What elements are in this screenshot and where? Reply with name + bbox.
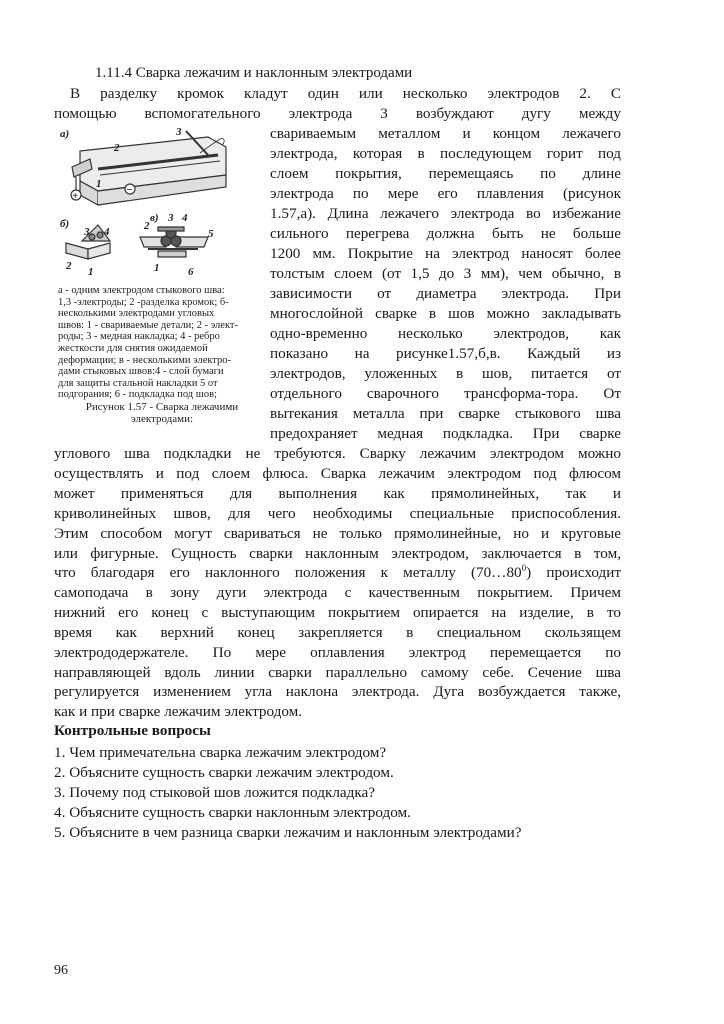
- body-line: Этим способом могут свариваться не только прямолинейные, но и круговые: [54, 525, 621, 542]
- body-line: 1.57,а). Длина лежачего электрода во избежание: [270, 205, 621, 222]
- body-line: вытекания металла при сварке стыкового шва: [270, 405, 621, 422]
- question-item: 4. Объясните сущность сварки наклонным электродом.: [54, 804, 411, 821]
- body-line: В разделку кромок кладут один или несколько электродов 2. С: [70, 85, 621, 102]
- body-line: электродов, уложенных в шов, питается от: [270, 365, 621, 382]
- body-line: сильного перегрева должна быть не больше: [270, 225, 621, 242]
- figure-label-v2: 2: [144, 220, 150, 232]
- body-line-part: что благодаря его наклонного положения к металлу (70…80: [54, 564, 522, 581]
- figure-label-1: 1: [96, 178, 102, 190]
- body-line: электрода по мере его плавления (рисунок: [270, 185, 621, 202]
- body-line: осуществлять и под слоем флюса. Сварка лежачим электродом под флюсом: [54, 465, 621, 482]
- body-line: самоподача в зону дуги электрода с качественным покрытием. Причем: [54, 584, 621, 601]
- caption-line: дами стыковых швов:4 - слой бумаги: [58, 366, 224, 378]
- caption-line: подгорания; 6 - подкладка под шов;: [58, 389, 217, 401]
- figure-label-b: б): [60, 218, 70, 230]
- body-line: 1200 мм. Покрытие на электрод наносят более: [270, 245, 621, 262]
- figure-label-v3: 3: [168, 212, 174, 224]
- body-line: электрододержателе. По мере оплавления электрод перемещается по: [54, 644, 621, 661]
- caption-line: роды; 3 - медная накладка; 4 - ребро: [58, 331, 220, 343]
- body-line-part: ) происходит: [526, 564, 621, 581]
- body-line: регулируется изменением угла наклона электрода. Дуга возбуждается также,: [54, 683, 621, 700]
- question-item: 3. Почему под стыковой шов ложится подкладка?: [54, 784, 375, 801]
- figure-label-minus: −: [126, 184, 133, 196]
- figure-title: Рисунок 1.57 - Сварка лежачими: [85, 400, 239, 413]
- body-line: время как верхний конец закрепляется в специальном скользящем: [54, 624, 621, 641]
- body-line: помощью вспомогательного электрода 3 возбуждают дугу между: [54, 105, 621, 122]
- caption-line: деформации; в - несколькими электро-: [58, 354, 232, 366]
- body-line: одно-временно несколько электродов, как: [270, 325, 621, 342]
- body-line: свариваемым металлом и концом лежачего: [270, 125, 621, 142]
- body-line: многослойной сварке в шов можно закладывать: [270, 305, 621, 322]
- figure-label-a: а): [60, 128, 70, 140]
- body-line: толстым слоем (от 1,5 до 3 мм), чем обычно, в: [270, 265, 621, 282]
- figure-label-v6: 6: [188, 266, 194, 278]
- caption-line: швов: 1 - свариваемые детали; 2 - элект-: [58, 319, 238, 331]
- figure-label-3: 3: [176, 126, 182, 138]
- body-line: слоем покрытия, перемещаясь по длине: [270, 165, 621, 182]
- caption-line: а - одним электродом стыкового шва:: [58, 285, 225, 296]
- figure-label-b2: 2: [66, 260, 72, 272]
- question-item: 1. Чем примечательна сварка лежачим электродом?: [54, 744, 387, 761]
- body-line: зависимости от диаметра электрода. При: [270, 285, 621, 302]
- body-line: может применяться для выполнения как прямолинейных, так и: [54, 485, 621, 502]
- caption-line: жесткости для снятия ожидаемой: [58, 342, 208, 354]
- figure-label-v4: 4: [182, 212, 188, 224]
- figure-label-b1: 1: [88, 266, 94, 278]
- figure-label-v5: 5: [208, 228, 214, 240]
- body-line: как и при сварке лежачим электродом.: [54, 703, 303, 720]
- caption-line: 1,3 -электроды; 2 -разделка кромок; б-: [58, 296, 229, 308]
- figure-caption: [58, 285, 266, 425]
- body-line: электрода, которая в последующем горит под: [270, 145, 621, 162]
- figure-label-b3: 3: [84, 226, 90, 238]
- figure-label-v1: 1: [154, 262, 160, 274]
- caption-line: несколькими электродами угловых: [58, 308, 215, 320]
- body-line: нижний его конец с выступающим покрытием опирается на изделие, в то: [54, 604, 621, 621]
- body-line: направляющей вдоль линии сварки параллельно самому себе. Сечение шва: [54, 664, 621, 681]
- body-line: криволинейных швов, для чего необходимы специальные приспособления.: [54, 505, 621, 522]
- section-heading: 1.11.4 Сварка лежачим и наклонным электродами: [95, 65, 413, 81]
- body-line: показано на рисунке1.57,б,в. Каждый из: [270, 345, 621, 362]
- figure-welding-diagram: [58, 125, 264, 285]
- body-line: предохраняет медная подкладка. При сварке: [270, 425, 621, 442]
- figure-label-b4: 4: [104, 226, 110, 238]
- figure-subtitle: электродами:: [130, 412, 194, 425]
- figure-label-2: 2: [114, 142, 120, 154]
- degree-superscript: 0: [521, 563, 527, 573]
- figure-label-plus: +: [72, 190, 79, 202]
- body-line: или фигурные. Сущность сварки наклонным электродом, заключается в том,: [54, 545, 621, 562]
- caption-line: для защиты стальной накладки 5 от: [58, 377, 218, 389]
- figure-label-v: в): [150, 212, 159, 224]
- questions-title: Контрольные вопросы: [54, 722, 211, 739]
- body-line: отдельного сварочного трансформа-тора. От: [270, 385, 621, 402]
- body-line-degree: [54, 563, 621, 582]
- question-item: 2. Объясните сущность сварки лежачим электродом.: [54, 764, 394, 781]
- page-number: 96: [54, 963, 68, 978]
- question-item: 5. Объясните в чем разница сварки лежачим и наклонным электродами?: [54, 824, 522, 841]
- body-line: углового шва подкладки не требуются. Сварку лежачим электродом можно: [54, 445, 621, 462]
